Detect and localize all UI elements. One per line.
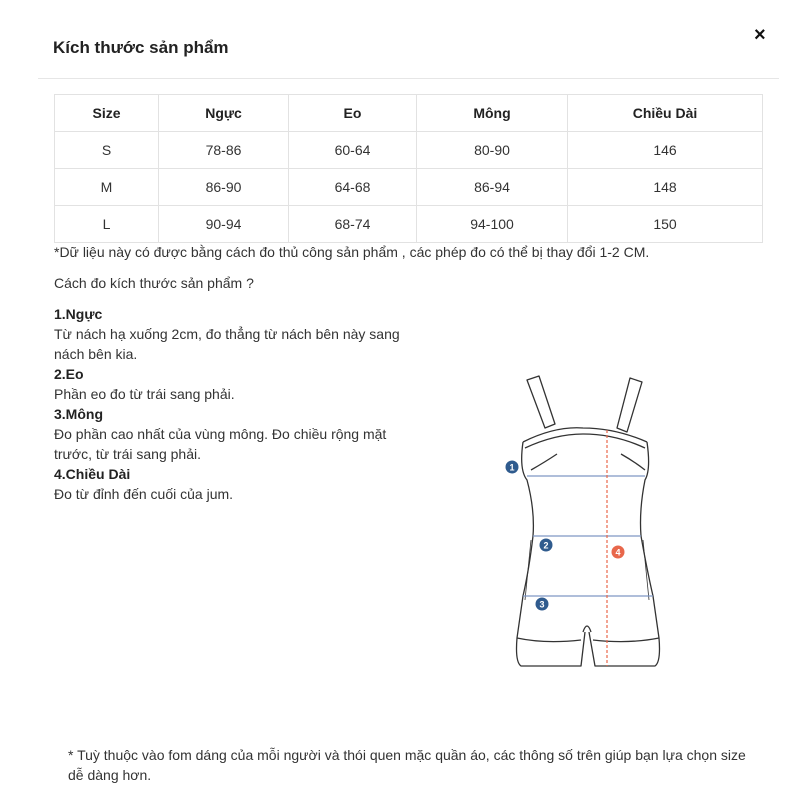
guide-text-chest: Từ nách hạ xuống 2cm, đo thẳng từ nách bên này sang nách bên kia. [54, 326, 400, 362]
marker-2-label: 2 [543, 540, 549, 551]
marker-1-label: 1 [509, 462, 515, 473]
table-cell: 78-86 [159, 132, 289, 169]
table-header-row [55, 95, 763, 132]
guide-heading-length: 4.Chiều Dài [54, 466, 131, 482]
header-chieu-dai: Chiều Dài [568, 95, 763, 132]
table-cell: 68-74 [289, 206, 417, 243]
header-nguc: Ngực [159, 95, 289, 132]
how-to-measure-heading: Cách đo kích thước sản phẩm ? [54, 275, 254, 291]
table-row [55, 169, 763, 206]
header-divider [38, 78, 779, 79]
guide-text-length: Đo từ đỉnh đến cuối của jum. [54, 486, 234, 502]
table-cell: 150 [568, 206, 763, 243]
guide-text-waist: Phần eo đo từ trái sang phải. [54, 386, 235, 402]
header-eo: Eo [289, 95, 417, 132]
guide-heading-chest: 1.Ngực [54, 306, 103, 322]
marker-3-label: 3 [539, 599, 545, 610]
table-cell: 86-90 [159, 169, 289, 206]
guide-text-hip: Đo phần cao nhất của vùng mông. Đo chiều rộng mặt trước, từ trái sang phải. [54, 426, 387, 462]
table-row [55, 206, 763, 243]
table-cell: 146 [568, 132, 763, 169]
left-strap [527, 376, 555, 428]
guide-heading-hip: 3.Mông [54, 406, 103, 422]
dialog-title: Kích thước sản phẩm [53, 38, 229, 57]
table-cell: M [55, 169, 159, 206]
guide-heading-waist: 2.Eo [54, 366, 84, 382]
neckline [523, 428, 647, 442]
header-size: Size [55, 95, 159, 132]
jumpsuit-measurement-diagram [495, 370, 675, 675]
table-cell: 86-94 [417, 169, 568, 206]
table-cell: 94-100 [417, 206, 568, 243]
marker-4-label: 4 [615, 547, 621, 558]
header-mong: Mông [417, 95, 568, 132]
right-cuff [593, 638, 659, 642]
table-cell: S [55, 132, 159, 169]
table-cell: 80-90 [417, 132, 568, 169]
right-strap [617, 378, 642, 432]
table-cell: L [55, 206, 159, 243]
table-cell: 64-68 [289, 169, 417, 206]
measurement-disclaimer: *Dữ liệu này có được bằng cách đo thủ công sản phẩm , các phép đo có thể bị thay đổi 1-2 CM. [54, 244, 650, 260]
table-cell: 148 [568, 169, 763, 206]
footer-note: * Tuỳ thuộc vào fom dáng của mỗi người và thói quen mặc quần áo, các thông số trên giúp bạn lựa chọn size dễ dàng hơn. [68, 747, 746, 783]
size-table [54, 94, 763, 243]
table-row [55, 132, 763, 169]
table-cell: 90-94 [159, 206, 289, 243]
table-cell: 60-64 [289, 132, 417, 169]
left-cuff [517, 638, 581, 642]
measurement-guide [54, 304, 414, 504]
close-icon[interactable]: × [754, 24, 766, 46]
